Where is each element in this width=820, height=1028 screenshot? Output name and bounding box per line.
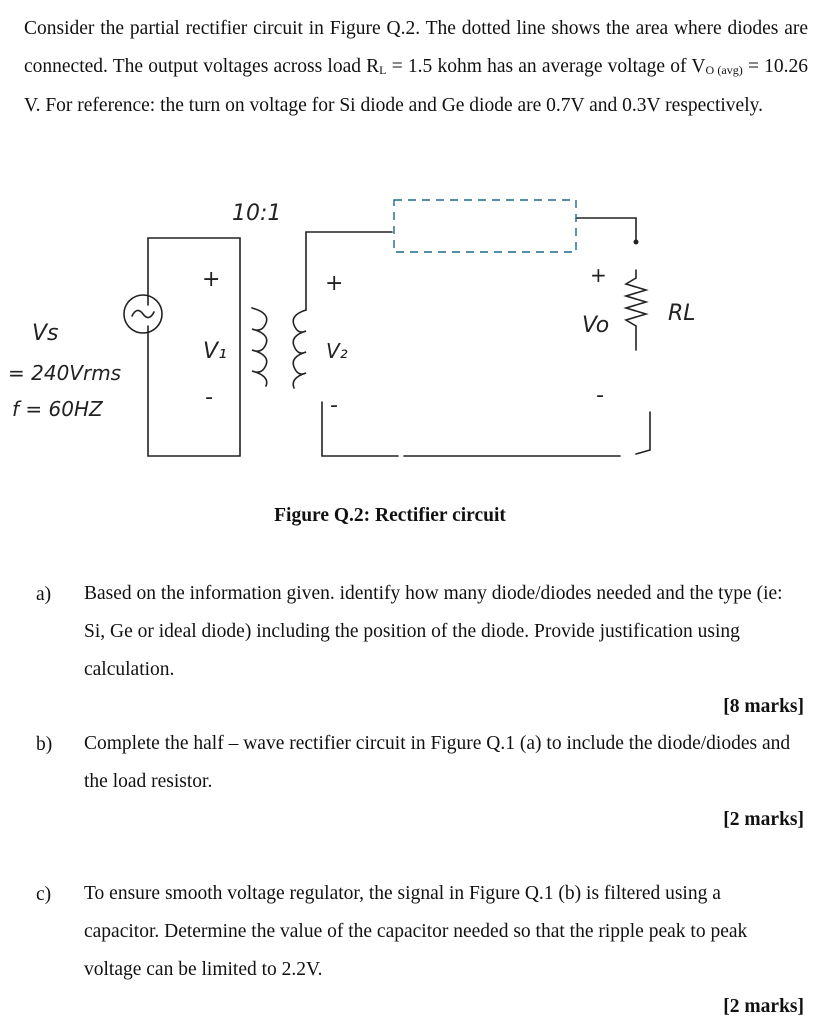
diode-area-box: [394, 200, 576, 252]
output-terminal-top: [634, 240, 639, 245]
question-a-text: Based on the information given. identify how many diode/diodes needed and the type (ie: Si, Ge or ideal diode) including the position of the diode. Provide justification using calculation.: [84, 583, 783, 680]
question-c-label: c): [36, 884, 52, 905]
question-b-label: b): [36, 734, 53, 755]
ac-source-wave: [132, 310, 154, 317]
intro-paragraph: [24, 10, 808, 125]
intro-text-2: = 1.5 kohm has an average voltage of V: [386, 56, 706, 77]
vo-subscript: O (avg): [705, 63, 743, 77]
source-label: Vs: [32, 321, 59, 346]
primary-coil: [252, 308, 267, 386]
intro-text-3: = 10.26 V. For reference: the turn on voltage for Si diode and Ge diode are 0.7V and 0.3V respectively.: [24, 56, 809, 116]
output-wire-top: [576, 218, 636, 240]
v1-minus: -: [205, 385, 213, 410]
question-c-text: To ensure smooth voltage regulator, the signal in Figure Q.1 (b) is filtered using a capacitor. Determine the value of the capacitor needed so that the ripple peak to peak voltage can be limited to 2.2V.: [84, 883, 748, 980]
intro-text-1: Consider the partial rectifier circuit in Figure Q.2. The dotted line shows the area where diodes are connected. The output voltages across load R: [24, 18, 808, 77]
load-resistor: [626, 270, 646, 350]
question-b-text: Complete the half – wave rectifier circuit in Figure Q.1 (a) to include the diode/diodes and the load resistor.: [84, 733, 791, 792]
question-a-marks: [8 marks]: [723, 696, 804, 717]
vo-plus: +: [590, 263, 607, 287]
question-c-marks: [2 marks]: [723, 996, 804, 1017]
source-frequency: f = 60HZ: [12, 397, 103, 421]
rl-label: RL: [668, 301, 696, 326]
figure-caption: Figure Q.2: Rectifier circuit: [274, 505, 506, 526]
v2-label: V₂: [326, 339, 348, 363]
secondary-wire-top: [306, 232, 392, 310]
turns-ratio: 10:1: [232, 201, 282, 226]
vo-label: Vo: [582, 313, 610, 338]
rl-subscript: L: [379, 63, 387, 77]
v2-minus: -: [330, 393, 338, 418]
secondary-coil: [293, 310, 306, 388]
v2-plus: +: [325, 271, 344, 296]
v1-plus: +: [202, 267, 221, 292]
rectifier-circuit-diagram: [0, 180, 820, 480]
v1-label: V₁: [203, 339, 227, 364]
question-a-label: a): [36, 584, 52, 605]
source-voltage: = 240Vrms: [8, 361, 122, 385]
question-b-marks: [2 marks]: [723, 809, 804, 830]
vo-minus: -: [596, 383, 604, 408]
resistor-lower-lead: [636, 412, 650, 454]
